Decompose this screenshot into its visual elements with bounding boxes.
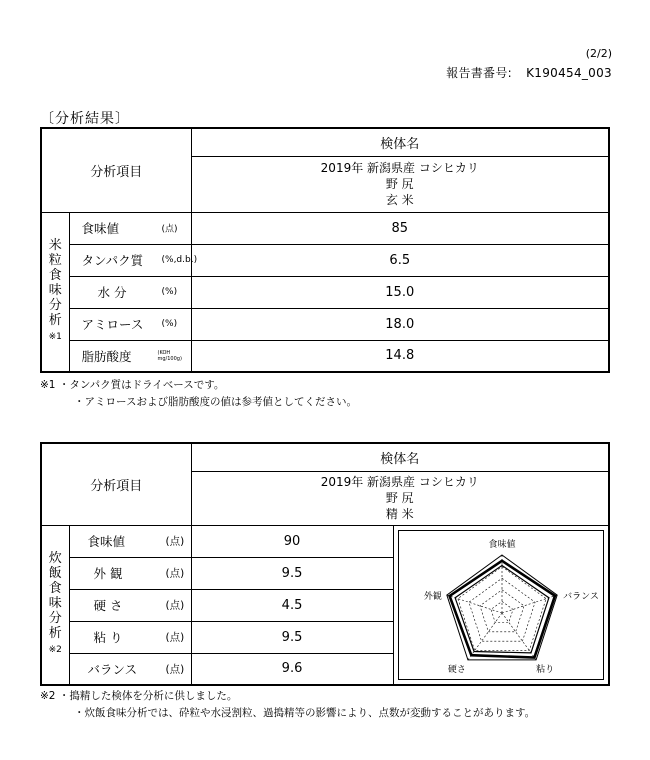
note-line: ・アミロースおよび脂肪酸度の値は参考値としてください。 <box>74 396 357 408</box>
group-char: 炊 <box>48 551 62 567</box>
report-number-value: K190454_003 <box>526 66 612 80</box>
item-value: 90 <box>191 525 393 557</box>
group-note: ※2 <box>48 645 62 656</box>
table-row <box>69 557 191 589</box>
item-value: 15.0 <box>191 276 609 308</box>
group-char: 味 <box>48 596 62 612</box>
item-unit: (点) <box>165 599 185 612</box>
item-unit: (%,d.b.) <box>161 255 198 265</box>
report-number-label: 報告書番号: <box>446 66 512 80</box>
item-name: 食味値 <box>81 221 120 236</box>
item-value: 6.5 <box>191 244 609 276</box>
table-row <box>69 589 191 621</box>
table-row <box>69 244 198 276</box>
item-header: 分析項目 <box>41 443 191 525</box>
radar-chart-cell <box>393 525 609 685</box>
radar-axis-label: 硬さ <box>447 664 466 675</box>
group-char: 粒 <box>48 253 62 269</box>
item-value: 4.5 <box>191 589 393 621</box>
radar-chart-frame <box>398 530 605 681</box>
group-label <box>41 525 69 685</box>
report-number <box>446 64 612 81</box>
sample-name-line2: 野 尻 <box>385 491 414 505</box>
note-line: ・炊飯食味分析では、砕粒や水浸割粒、過搗精等の影響により、点数が変動することがあります。 <box>74 707 536 719</box>
sample-name-line3: 精 米 <box>385 507 414 521</box>
section-title: 〔分析結果〕 <box>40 111 130 127</box>
group-char: 飯 <box>48 566 62 582</box>
item-value: 85 <box>191 212 609 244</box>
item-unit: (点) <box>165 535 185 548</box>
sample-header: 検体名 <box>191 128 609 156</box>
group-note: ※1 <box>48 332 62 343</box>
table-row <box>69 621 191 653</box>
group-char: 味 <box>48 283 62 299</box>
group-char: 食 <box>48 581 62 597</box>
table-row <box>69 276 191 308</box>
item-name: アミロース <box>81 317 144 332</box>
note-line: ※2 ・搗精した検体を分析に供しました。 <box>40 690 238 702</box>
group-char: 析 <box>48 313 62 329</box>
table-row <box>69 340 191 372</box>
item-name: 外 観 <box>93 566 123 581</box>
group-char: 米 <box>48 238 62 254</box>
sample-name-line3: 玄 米 <box>385 193 414 207</box>
sample-name-line1: 2019年 新潟県産 コシヒカリ <box>320 161 479 175</box>
item-value: 9.5 <box>191 557 393 589</box>
table-row <box>69 525 191 557</box>
item-name: 水 分 <box>97 285 127 300</box>
item-value: 9.5 <box>191 621 393 653</box>
page-number: (2/2) <box>585 47 612 60</box>
item-name: 脂肪酸度 <box>81 348 132 364</box>
radar-axis-label: 食味値 <box>488 539 516 550</box>
analysis-table-polished-rice <box>40 442 610 686</box>
item-value: 9.6 <box>191 653 393 685</box>
group-char: 分 <box>48 611 62 627</box>
item-name: タンパク質 <box>81 253 144 268</box>
group-char: 分 <box>48 298 62 314</box>
table-row <box>69 308 191 340</box>
group-char: 析 <box>48 626 62 642</box>
item-unit: (点) <box>165 631 185 644</box>
sample-name <box>191 156 609 212</box>
sample-name-line1: 2019年 新潟県産 コシヒカリ <box>320 475 479 489</box>
note-line: ※1 ・タンパク質はドライベースです。 <box>40 379 225 391</box>
radar-chart <box>399 531 605 683</box>
item-name: 粘 り <box>93 630 123 645</box>
notes-2 <box>40 688 535 722</box>
item-unit: (点) <box>161 224 178 235</box>
sample-name <box>191 471 609 525</box>
item-unit: (%) <box>161 287 178 297</box>
item-value: 18.0 <box>191 308 609 340</box>
group-char: 食 <box>48 268 62 284</box>
item-unit: (%) <box>161 319 178 329</box>
notes-1 <box>40 377 357 411</box>
item-value: 14.8 <box>191 340 609 372</box>
table-row <box>69 212 191 244</box>
item-name: 食味値 <box>87 534 126 549</box>
item-unit: (KOH mg/100g) <box>157 349 182 362</box>
radar-axis-label: バランス <box>562 591 599 602</box>
sample-header: 検体名 <box>191 443 609 471</box>
analysis-table-brown-rice <box>40 127 610 373</box>
sample-name-line2: 野 尻 <box>385 177 414 191</box>
item-unit: (点) <box>165 663 185 676</box>
table-row <box>69 653 191 685</box>
item-name: 硬 さ <box>93 598 123 613</box>
radar-axis-line <box>467 613 501 660</box>
item-name: バランス <box>87 661 138 677</box>
item-header: 分析項目 <box>41 128 191 212</box>
radar-axis-label: 外観 <box>423 591 442 602</box>
group-label <box>41 212 69 372</box>
radar-axis-label: 粘り <box>535 664 554 675</box>
item-unit: (点) <box>165 567 185 580</box>
